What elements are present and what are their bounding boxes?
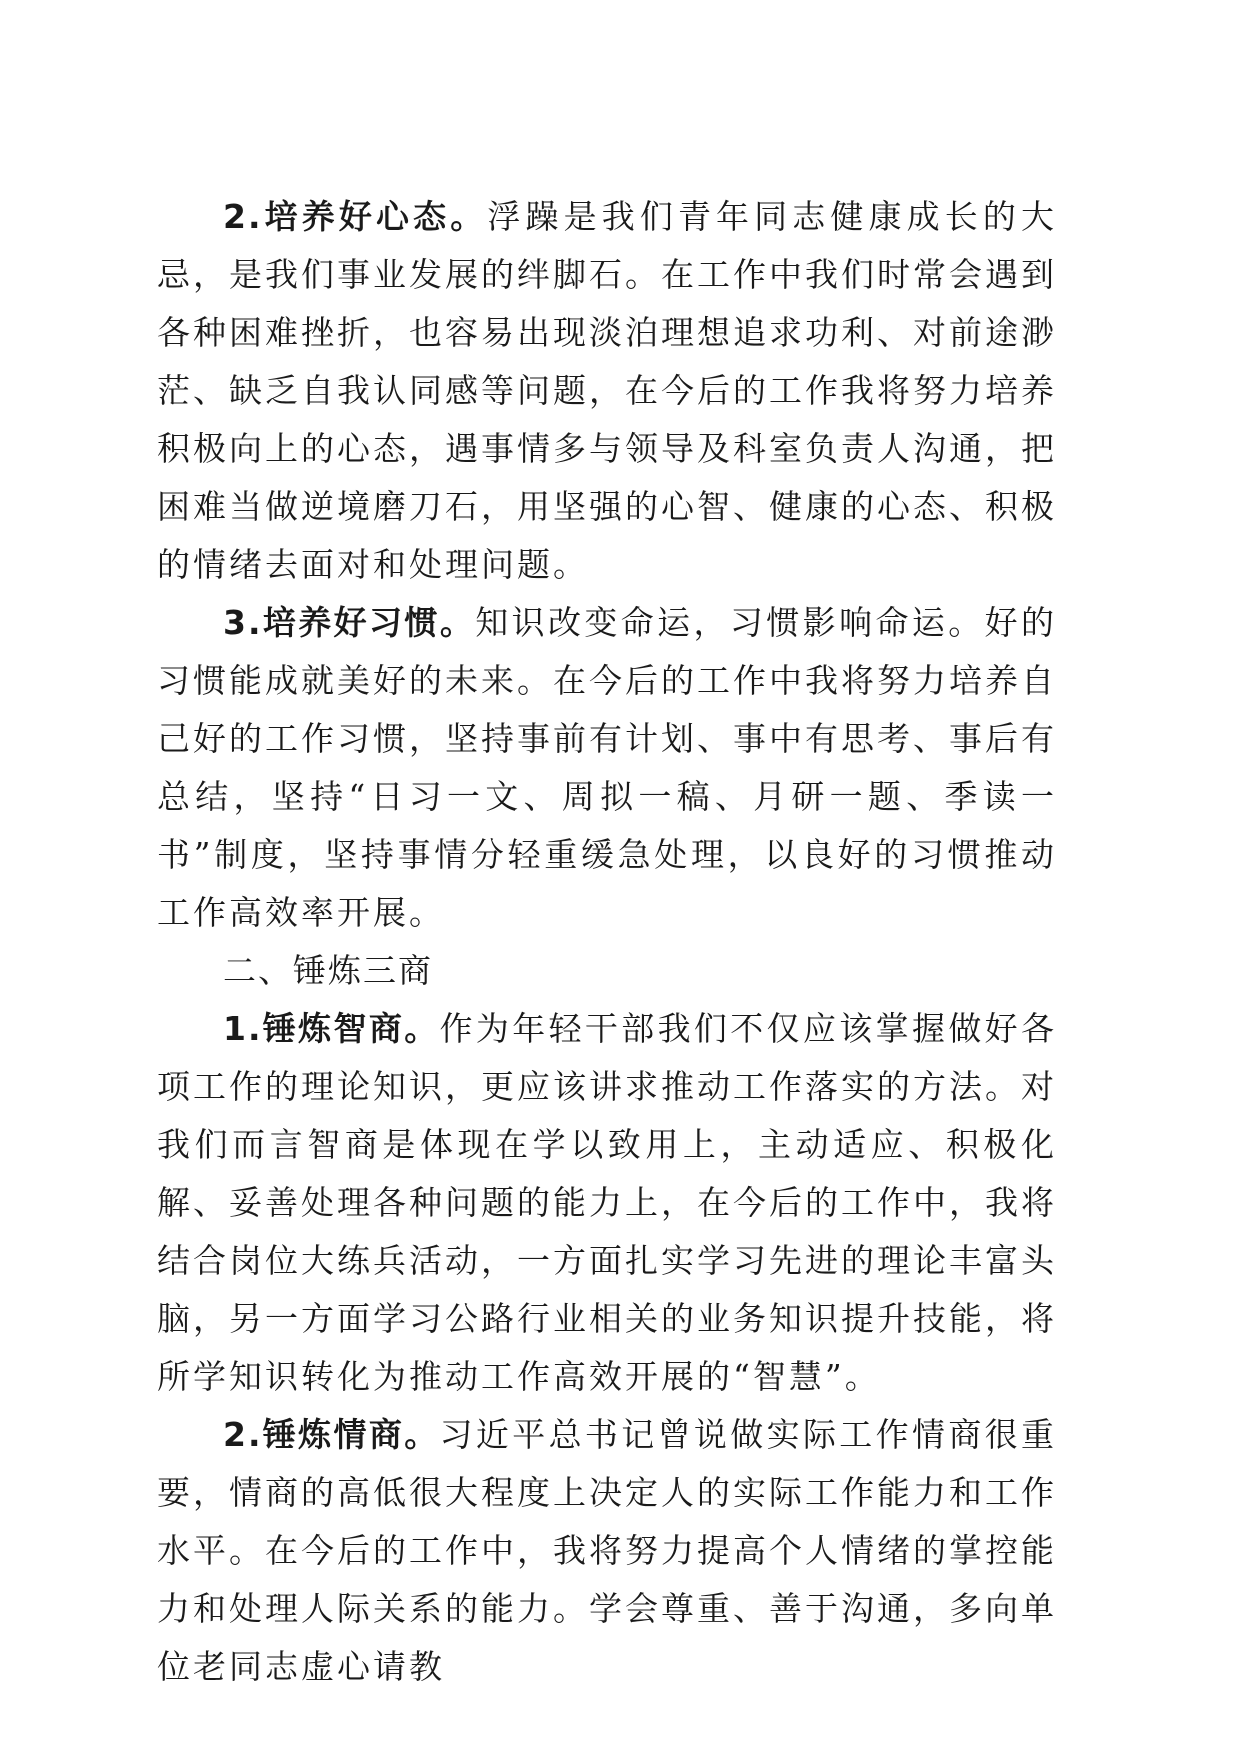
document-body [157,188,1057,1696]
paragraph-lead: 2.锤炼情商。 [223,1415,440,1454]
paragraph-text: 浮躁是我们青年同志健康成长的大忌，是我们事业发展的绊脚石。在工作中我们时常会遇到各种困难挫折，也容易出现淡泊理想追求功利、对前途渺茫、缺乏自我认同感等问题，在今后的工作我将努力培养积极向上的心态，遇事情多与领导及科室负责人沟通，把困难当做逆境磨刀石，用坚强的心智、健康的心态、积极的情绪去面对和处理问题。 [157,197,1058,584]
paragraph-text: 习近平总书记曾说做实际工作情商很重要，情商的高低很大程度上决定人的实际工作能力和工作水平。在今后的工作中，我将努力提高个人情绪的掌控能力和处理人际关系的能力。学会尊重、善于沟通，多向单位老同志虚心请教 [157,1415,1058,1686]
paragraph-text: 作为年轻干部我们不仅应该掌握做好各项工作的理论知识，更应该讲求推动工作落实的方法。对我们而言智商是体现在学以致用上，主动适应、积极化解、妥善处理各种问题的能力上，在今后的工作中，我将结合岗位大练兵活动，一方面扎实学习先进的理论丰富头脑，另一方面学习公路行业相关的业务知识提升技能，将所学知识转化为推动工作高效开展的“智慧”。 [157,1009,1058,1396]
section-heading: 二、锤炼三商 [223,951,433,990]
paragraph-habits [157,594,1057,942]
paragraph-lead: 3.培养好习惯。 [223,603,476,642]
paragraph-lead: 1.锤炼智商。 [223,1009,440,1048]
paragraph-mindset [157,188,1057,594]
paragraph-eq [157,1406,1057,1696]
paragraph-text: 知识改变命运，习惯影响命运。好的习惯能成就美好的未来。在今后的工作中我将努力培养自己好的工作习惯，坚持事前有计划、事中有思考、事后有总结，坚持“日习一文、周拟一稿、月研一题、季读一书”制度，坚持事情分轻重缓急处理，以良好的习惯推动工作高效率开展。 [157,603,1057,932]
paragraph-iq [157,1000,1057,1406]
paragraph-lead: 2.培养好心态。 [223,197,488,236]
